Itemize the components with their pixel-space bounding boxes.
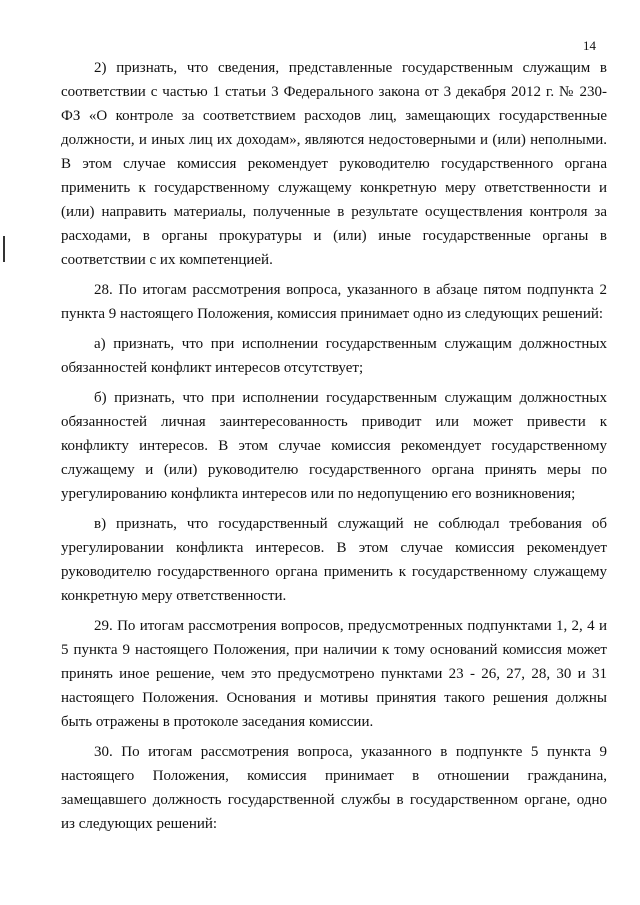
subparagraph-28-b: б) признать, что при исполнении государственным служащим должностных обязанностей личная заинтересованность приводит или может привести к конфликту интересов. В этом случае комиссия рекомендует государственному служащему и (или) руководителю государственного органа принять меры по урегулированию конфликта интересов или по недопущению его возникновения; bbox=[61, 390, 607, 502]
paragraph-28: 28. По итогам рассмотрения вопроса, указанного в абзаце пятом подпункта 2 пункта 9 настоящего Положения, комиссия принимает одно из следующих решений: bbox=[61, 282, 607, 322]
subparagraph-28-a: а) признать, что при исполнении государственным служащим должностных обязанностей конфликт интересов отсутствует; bbox=[61, 336, 607, 376]
page-number: 14 bbox=[583, 38, 596, 53]
paragraph-30: 30. По итогам рассмотрения вопроса, указанного в подпункте 5 пункта 9 настоящего Положения, комиссия принимает в отношении гражданина, замещавшего должность государственной службы в государственном органе, одно из следующих решений: bbox=[61, 744, 607, 832]
margin-mark bbox=[3, 236, 5, 262]
document-body bbox=[61, 56, 607, 842]
paragraph-29: 29. По итогам рассмотрения вопросов, предусмотренных подпунктами 1, 2, 4 и 5 пункта 9 настоящего Положения, при наличии к тому оснований комиссия может принять иное решение, чем это предусмотрено пунктами 23 - 26, 27, 28, 30 и 31 настоящего Положения. Основания и мотивы принятия такого решения должны быть отражены в протоколе заседания комиссии. bbox=[61, 618, 607, 730]
paragraph-2-decision: 2) признать, что сведения, представленные государственным служащим в соответствии с частью 1 статьи 3 Федерального закона от 3 декабря 2012 г. № 230-ФЗ «О контроле за соответствием расходов лиц, замещающих государственные должности, и иных лиц их доходам», являются недостоверными и (или) неполными. В этом случае комиссия рекомендует руководителю государственного органа применить к государственному служащему конкретную меру ответственности и (или) направить материалы, полученные в результате осуществления контроля за расходами, в органы прокуратуры и (или) иные государственные органы в соответствии с их компетенцией. bbox=[61, 60, 607, 268]
subparagraph-28-v: в) признать, что государственный служащий не соблюдал требования об урегулировании конфликта интересов. В этом случае комиссия рекомендует руководителю государственного органа применить к государственному служащему конкретную меру ответственности. bbox=[61, 516, 607, 604]
